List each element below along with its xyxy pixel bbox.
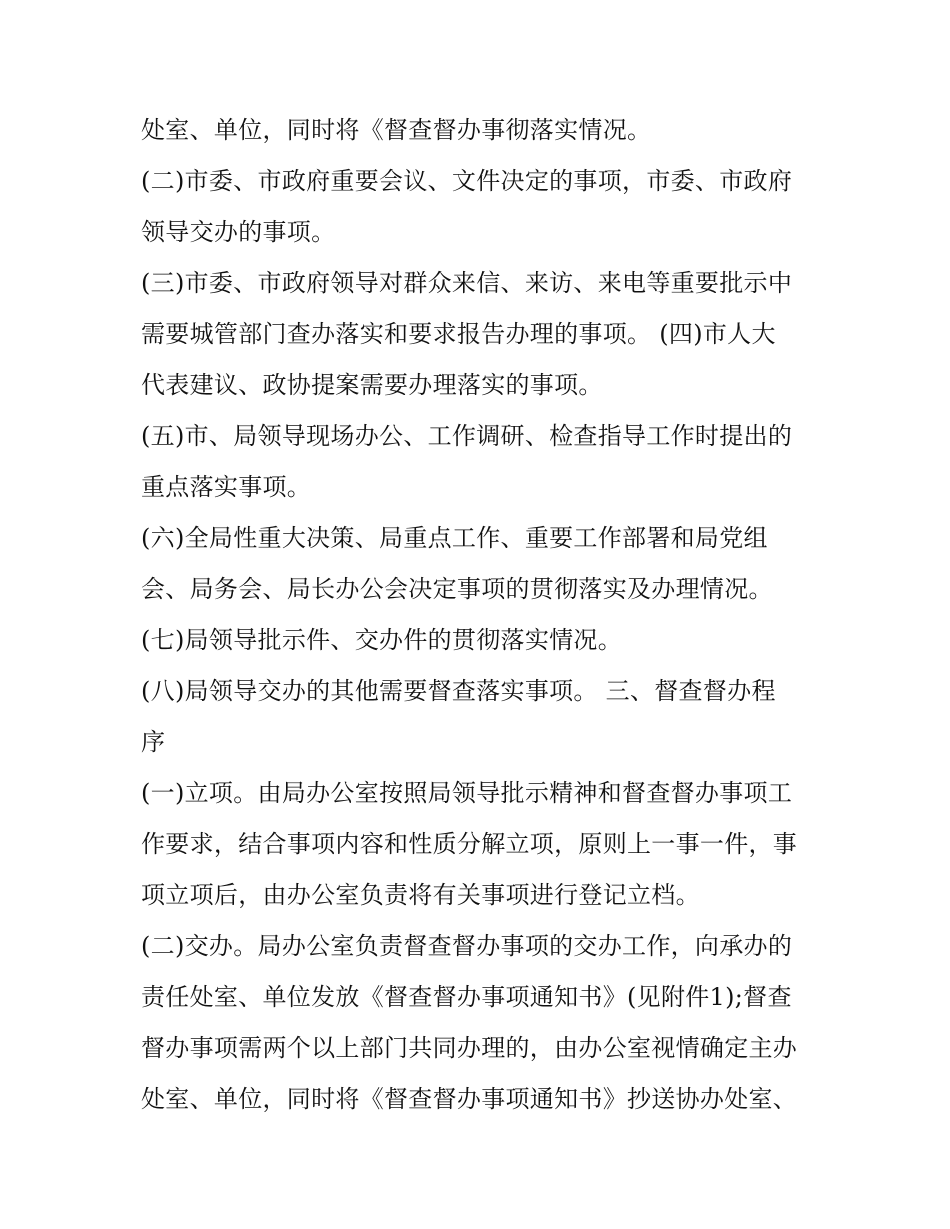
text-line-1: 处室、单位，同时将《督查督办事彻落实情况。 — [141, 116, 652, 144]
text-line-18: 责任处室、单位发放《督查督办事项通知书》(见附件1);督查 — [141, 983, 792, 1011]
text-line-2: (二)市委、市政府重要会议、文件决定的事项，市委、市政府 — [141, 167, 793, 195]
text-line-17: (二)交办。局办公室负责督查督办事项的交办工作，向承办的 — [141, 932, 793, 960]
text-line-9: (六)全局性重大决策、局重点工作、重要工作部署和局党组 — [141, 524, 768, 552]
text-line-6: 代表建议、政协提案需要办理落实的事项。 — [141, 371, 603, 399]
text-line-15: 作要求，结合事项内容和性质分解立项，原则上一事一件，事 — [141, 830, 798, 858]
text-line-12: (八)局领导交办的其他需要督查落实事项。 三、督查督办程 — [141, 677, 776, 705]
text-line-13: 序 — [141, 728, 166, 756]
text-line-7: (五)市、局领导现场办公、工作调研、检查指导工作时提出的 — [141, 422, 793, 450]
text-line-11: (七)局领导批示件、交办件的贯彻落实情况。 — [141, 626, 623, 654]
text-line-4: (三)市委、市政府领导对群众来信、来访、来电等重要批示中 — [141, 269, 793, 297]
text-line-16: 项立项后，由办公室负责将有关事项进行登记立档。 — [141, 881, 700, 909]
text-line-20: 处室、单位，同时将《督查督办事项通知书》抄送协办处室、 — [141, 1085, 798, 1113]
text-line-3: 领导交办的事项。 — [141, 218, 336, 246]
text-line-19: 督办事项需两个以上部门共同办理的，由办公室视情确定主办 — [141, 1034, 798, 1062]
text-line-14: (一)立项。由局办公室按照局领导批示精神和督查督办事项工 — [141, 779, 793, 807]
text-line-5: 需要城管部门查办落实和要求报告办理的事项。 (四)市人大 — [141, 320, 776, 348]
text-line-8: 重点落实事项。 — [141, 473, 312, 501]
document-body — [141, 105, 821, 1125]
text-line-10: 会、局务会、局长办公会决定事项的贯彻落实及办理情况。 — [141, 575, 773, 603]
